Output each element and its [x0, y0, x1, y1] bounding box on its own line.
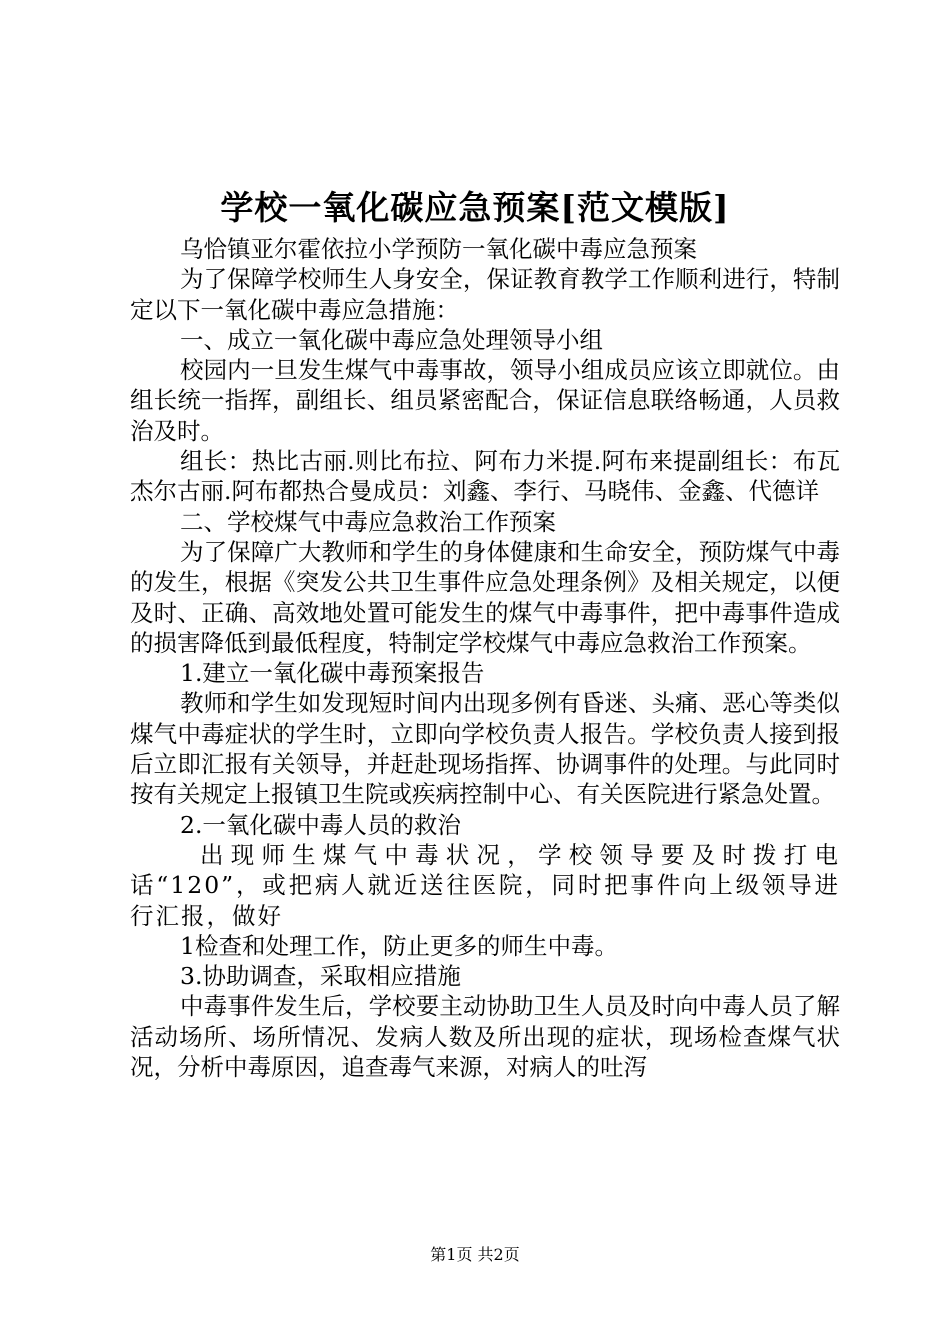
paragraph: 教师和学生如发现短时间内出现多例有昏迷、头痛、恶心等类似煤气中毒症状的学生时，立即向学校负责人报告。学校负责人接到报后立即汇报有关领导，并赶赴现场指挥、协调事件的处理。与此同时按有关规定上报镇卫生院或疾病控制中心、有关医院进行紧急处置。	[130, 689, 840, 809]
section-heading-1: 一、成立一氧化碳中毒应急处理领导小组	[180, 325, 603, 354]
paragraph: 为了保障广大教师和学生的身体健康和生命安全，预防煤气中毒的发生，根据《突发公共卫生事件应急处理条例》及相关规定，以便及时、正确、高效地处置可能发生的煤气中毒事件，把中毒事件造成的损害降低到最低程度，特制定学校煤气中毒应急救治工作预案。	[130, 537, 840, 657]
page-footer: 第1页 共2页	[430, 1245, 520, 1264]
section-heading-2: 二、学校煤气中毒应急救治工作预案	[180, 507, 556, 536]
paragraph: 1检查和处理工作，防止更多的师生中毒。	[180, 931, 618, 960]
paragraph-intro: 为了保障学校师生人身安全，保证教育教学工作顺利进行，特制定以下一氧化碳中毒应急措施：	[130, 265, 840, 324]
paragraph-members: 组长：热比古丽.则比布拉、阿布力米提.阿布来提副组长：布瓦杰尔古丽.阿布都热合曼成员：刘鑫、李行、马晓伟、金鑫、代德详	[130, 447, 840, 506]
document-body	[130, 234, 840, 1082]
paragraph-subtitle: 乌恰镇亚尔霍依拉小学预防一氧化碳中毒应急预案	[180, 235, 697, 263]
paragraph: 出现师生煤气中毒状况，学校领导要及时拨打电话“120”，或把病人就近送往医院，同时把事件向上级领导进行汇报，做好	[130, 840, 840, 930]
subsection-heading-1: 1.建立一氧化碳中毒预案报告	[180, 659, 485, 688]
subsection-heading-3: 3.协助调查，采取相应措施	[180, 962, 461, 991]
paragraph: 中毒事件发生后，学校要主动协助卫生人员及时向中毒人员了解活动场所、场所情况、发病人数及所出现的症状，现场检查煤气状况，分析中毒原因，追查毒气来源，对病人的吐泻	[130, 992, 840, 1082]
paragraph: 校园内一旦发生煤气中毒事故，领导小组成员应该立即就位。由组长统一指挥，副组长、组员紧密配合，保证信息联络畅通，人员救治及时。	[130, 356, 840, 445]
subsection-heading-2: 2.一氧化碳中毒人员的救治	[180, 810, 461, 839]
document-title: 学校一氧化碳应急预案[范文模版]	[220, 188, 730, 227]
